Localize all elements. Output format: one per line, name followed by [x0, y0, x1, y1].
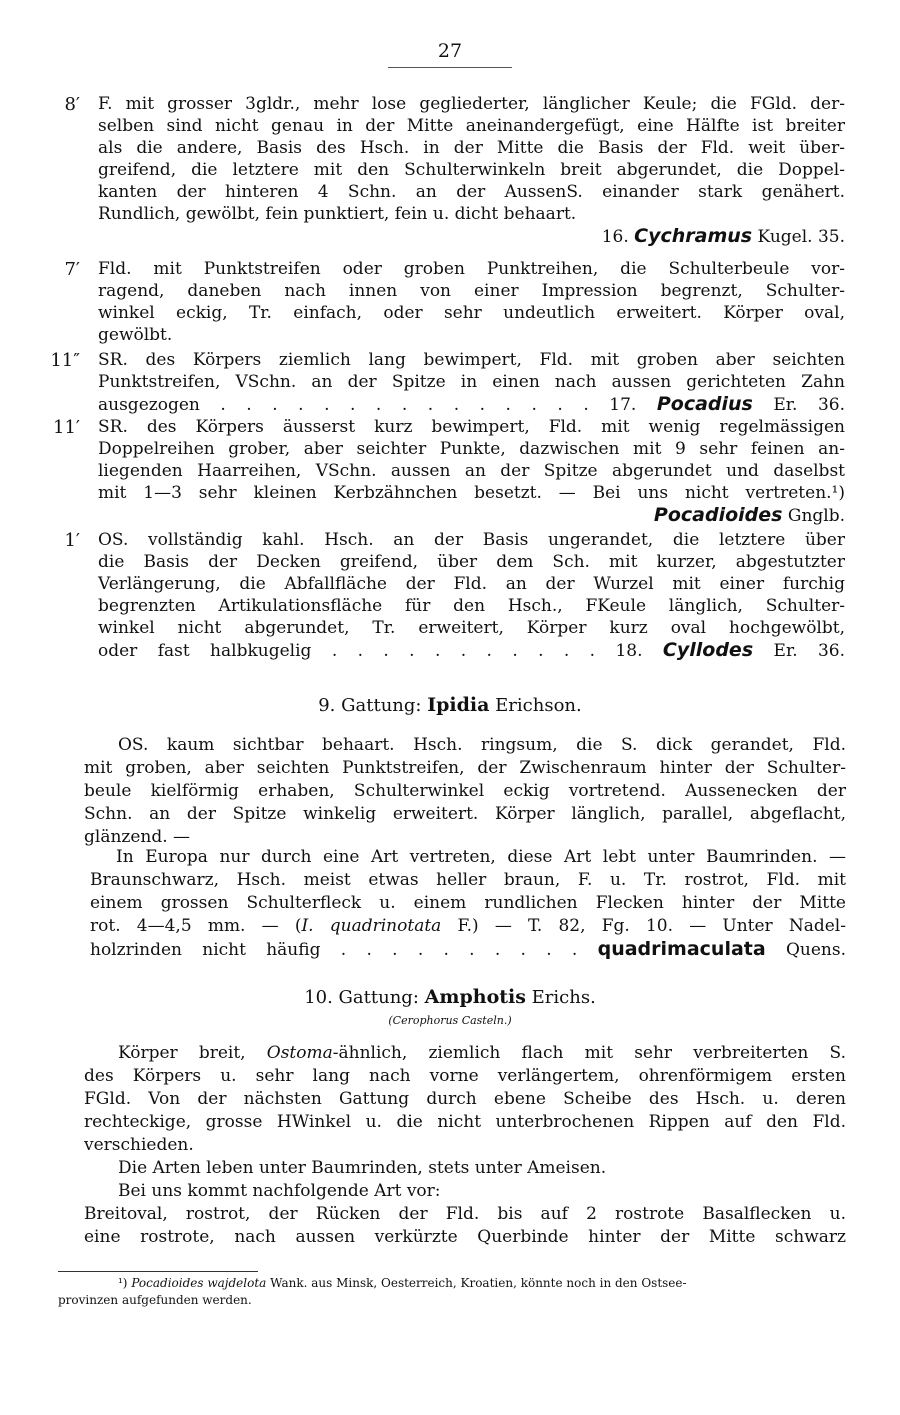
text-line: Fld. mit Punktstreifen oder groben Punktreihen, die Schulterbeule vor- [98, 259, 845, 279]
text-line: winkel nicht abgerundet, Tr. erweitert, Körper kurz oval hochgewölbt, [98, 618, 845, 638]
result-number: 17. [609, 395, 637, 415]
text-line: mit groben, aber seichten Punktstreifen, der Zwischenraum hinter der Schulter- [84, 758, 846, 778]
key-entry-11b [98, 349, 845, 416]
genus-heading-name: Ipidia [427, 694, 490, 716]
key-result-line: ausgezogen . . . . . . . . . . . . . . . 17. Pocadius Er. 36. [98, 393, 846, 415]
genus-heading-10: 10. Gattung: Amphotis Erichs. [304, 986, 596, 1008]
text-line: kanten der hinteren 4 Schn. an der AussenS. einander stark genähert. [98, 182, 845, 202]
text-line: beule kielförmig erhaben, Schulterwinkel eckig vortretend. Aussenecken der [84, 781, 846, 801]
genus-author: Er. 36. [773, 395, 846, 415]
synonym-name: I. quadrinotata [301, 916, 442, 936]
dot-leader: . . . . . . . . . . . [331, 641, 596, 661]
text-line: glänzend. — [84, 827, 191, 847]
genus-synonym: (Cerophorus Casteln.) [388, 1014, 512, 1027]
text-line: rot. 4—4,5 mm. — (I. quadrinotata F.) — T. 82, Fg. 10. — Unter Nadel- [90, 916, 846, 936]
page-number: 27 [437, 40, 463, 62]
key-number-7: 7′ [64, 259, 80, 280]
genus-9-description [84, 734, 846, 849]
genus-name: Pocadioides [653, 504, 783, 526]
text-line: Doppelreihen grober, aber seichter Punkte, dazwischen mit 9 sehr feinen an- [98, 439, 845, 459]
genus-name: Cychramus [634, 225, 753, 247]
key-number-11b: 11″ [50, 350, 80, 371]
text-line: mit 1—3 sehr kleinen Kerbzähnchen besetzt. — Bei uns nicht vertreten.¹) [98, 483, 845, 503]
result-number: 16. [601, 227, 629, 247]
genus-name: Cyllodes [662, 639, 754, 661]
footnote-marker: ¹) [118, 1276, 128, 1290]
text-line: die Basis der Decken greifend, über dem Sch. mit kurzer, abgestutzter [98, 552, 845, 572]
key-number-8: 8′ [64, 94, 80, 115]
text-line: OS. kaum sichtbar behaart. Hsch. ringsum, die S. dick gerandet, Fld. [118, 735, 846, 755]
text-line: In Europa nur durch eine Art vertreten, diese Art lebt unter Baumrinden. — [116, 847, 846, 867]
text-line: liegenden Haarreihen, VSchn. aussen an der Spitze abgerundet und daselbst [98, 461, 845, 481]
genus-reference: Ostoma [266, 1043, 333, 1063]
text-line: verschieden. [84, 1135, 194, 1155]
dot-leader: . . . . . . . . . . . . . . . [220, 395, 589, 415]
text-line: eine rostrote, nach aussen verkürzte Querbinde hinter der Mitte schwarz [84, 1227, 846, 1247]
text-line: rechteckige, grosse HWinkel u. die nicht unterbrochenen Rippen auf den Fld. [84, 1112, 846, 1132]
genus-9-species [90, 846, 846, 962]
text-line: gewölbt. [98, 325, 173, 345]
dot-leader: . . . . . . . . . . [340, 940, 578, 960]
text-line: SR. des Körpers äusserst kurz bewimpert, Fld. mit wenig regelmässigen [98, 417, 845, 437]
text-line: FGld. Von der nächsten Gattung durch ebene Scheibe des Hsch. u. deren [84, 1089, 846, 1109]
genus-10-description [84, 1042, 846, 1249]
key-entry-1 [98, 529, 845, 662]
genus-heading-name: Amphotis [424, 986, 526, 1008]
text-line: Punktstreifen, VSchn. an der Spitze in einen nach aussen gerichteten Zahn [98, 372, 845, 392]
text-line: einem grossen Schulterfleck u. einem rundlichen Flecken hinter der Mitte [90, 893, 846, 913]
text-line: Die Arten leben unter Baumrinden, stets unter Ameisen. [118, 1158, 607, 1178]
text-line: Verlängerung, die Abfallfläche der Fld. an der Wurzel mit einer furchig [98, 574, 845, 594]
key-number-11a: 11′ [53, 417, 80, 438]
text-line: ragend, daneben nach innen von einer Impression begrenzt, Schulter- [98, 281, 845, 301]
text-line: OS. vollständig kahl. Hsch. an der Basis ungerandet, die letztere über [98, 530, 845, 550]
key-result-line: oder fast halbkugelig . . . . . . . . . . . 18. Cyllodes Er. 36. [98, 639, 846, 661]
species-name: quadrimaculata [597, 938, 766, 960]
key-result [98, 504, 845, 527]
genus-author: Gnglb. [787, 506, 845, 526]
result-number: 18. [615, 641, 643, 661]
key-result [98, 225, 845, 248]
page-number-rule [388, 67, 512, 68]
text-line: Körper breit, Ostoma-ähnlich, ziemlich flach mit sehr verbreiterten S. [118, 1043, 846, 1063]
text-line: selben sind nicht genau in der Mitte aneinandergefügt, eine Hälfte ist breiter [98, 116, 845, 136]
genus-name: Pocadius [656, 393, 753, 415]
text-line: des Körpers u. sehr lang nach vorne verlängertem, ohrenförmigem ersten [84, 1066, 846, 1086]
text-line: als die andere, Basis des Hsch. in der Mitte die Basis der Fld. weit über- [98, 138, 845, 158]
text-line: SR. des Körpers ziemlich lang bewimpert, Fld. mit groben aber seichten [98, 350, 845, 370]
text-line: Rundlich, gewölbt, fein punktiert, fein u. dicht behaart. [98, 204, 577, 224]
text-line: Braunschwarz, Hsch. meist etwas heller braun, F. u. Tr. rostrot, Fld. mit [90, 870, 846, 890]
text-line: Schn. an der Spitze winkelig erweitert. Körper länglich, parallel, abgeflacht, [84, 804, 846, 824]
footnote-species: Pocadioides wajdelota [131, 1276, 267, 1290]
genus-author: Er. 36. [773, 641, 846, 661]
footnote-rule [58, 1271, 258, 1272]
key-number-1: 1′ [64, 530, 80, 551]
text-line: begrenzten Artikulationsfläche für den Hsch., FKeule länglich, Schulter- [98, 596, 845, 616]
text-line: greifend, die letztere mit den Schulterwinkeln breit abgerundet, die Doppel- [98, 160, 845, 180]
genus-author: Kugel. 35. [757, 227, 845, 247]
key-entry-8 [98, 93, 845, 248]
species-result-line: holzrinden nicht häufig . . . . . . . . . . quadrimaculata Quens. [90, 938, 846, 960]
text-line: winkel eckig, Tr. einfach, oder sehr undeutlich erweitert. Körper oval, [98, 303, 845, 323]
text-line: F. mit grosser 3gldr., mehr lose gegliederter, länglicher Keule; die FGld. der- [98, 94, 845, 114]
species-author: Quens. [785, 940, 846, 960]
key-entry-11a [98, 416, 845, 527]
text-line: Bei uns kommt nachfolgende Art vor: [118, 1181, 441, 1201]
footnote: ¹) Pocadioides wajdelota Wank. aus Minsk, Oesterreich, Kroatien, könnte noch in den Ostsee- provinzen aufgefunden werden. [58, 1276, 687, 1307]
genus-heading-9: 9. Gattung: Ipidia Erichson. [318, 694, 582, 716]
text-line: Breitoval, rostrot, der Rücken der Fld. bis auf 2 rostrote Basalflecken u. [84, 1204, 846, 1224]
key-entry-7 [98, 258, 845, 346]
